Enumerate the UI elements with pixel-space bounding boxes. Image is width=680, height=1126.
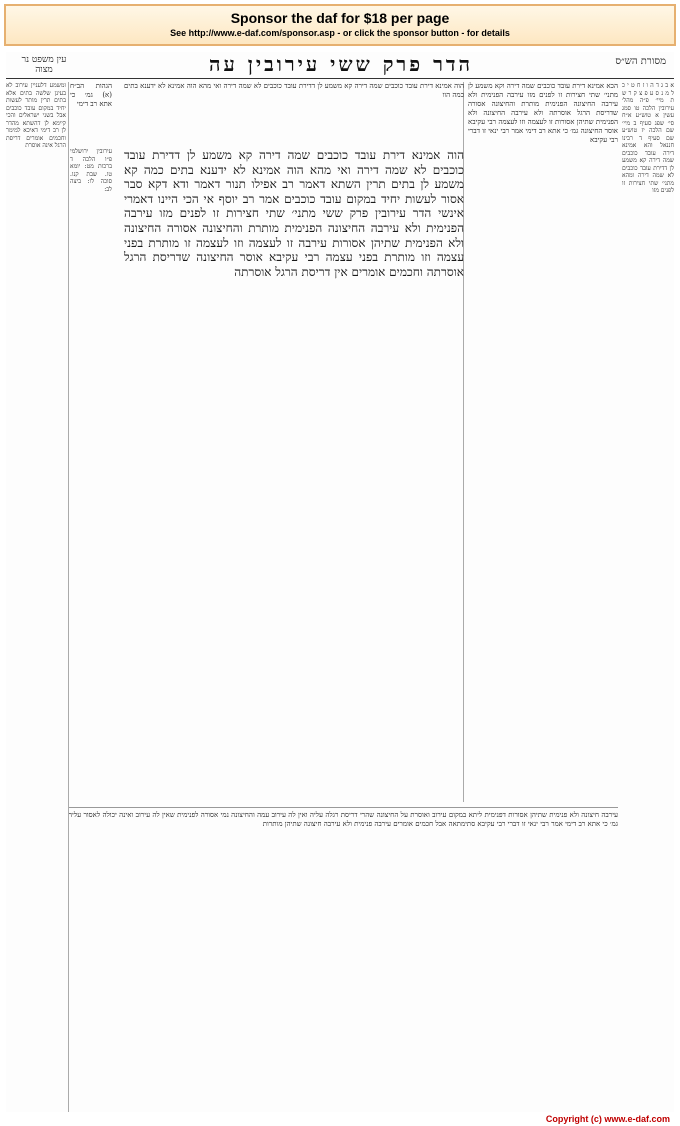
gemara-main-text: הוה אמינא דירת עובד כוכבים שמה דירה קא משמע לן דדירת עובד כוכבים לא שמה דירה ואי מהא הוה אמינא לא ידענא בתים כמה קא משמע לן בתים תרין השתא דאמר רב אפילו תנור דאמר ודא דקא סבר אסור לעשות יחיד במקום עובד כוכבים אמר רב יוסף אי הכי היינו דאמרי אינשי הדר עירובין פרק ששי מתני׳ שתי חצירות זו לפנים מזו עירבה הפנימית ולא עירבה החיצונה הפנימית מותרת והחיצונה אסורה החיצונה ולא הפנימית שתיהן אסורות עירבה זו לעצמה וזו לעצמה זו מותרת בפני עצמה וזו מותרת בפני עצמה רבי עקיבא אוסר החיצונה שדריסת הרגל אוסרתה וחכמים אומרים אין דריסת הרגל אוסרתה [124, 148, 464, 279]
header-masoret-label: מסורת הש״ס [615, 56, 666, 67]
rashi-column: הכא אמינא דירת עובד כוכבים שמה דירה וקא משמע לן מתני׳ שתי חצירות זו לפנים מזו עירבה הפנימית ולא עירבה החיצונה הפנימית מותרת והחיצונה אסורה שדריסת הרגל אוסרתה ולא עירבה החיצונה ולא הפנימית שתיהן אסורות זו לעצמה וזו לעצמה רבי עקיבא אוסר החיצונה גמ׳ כי אתא רב דימי אמר רבי ינאי זו דברי רבי עקיבא [463, 82, 618, 802]
page-title: הדר פרק ששי עירובין עה [208, 52, 474, 76]
tosafot-top-block: הוה אמינא דירת עובד כוכבים שמה דירה קא משמע לן דדירת עובד כוכבים לא שמה דירה ואי מהא הוה אמינא לא ידענא בתים כמה הוו [124, 82, 464, 99]
ein-mishpat-column: ומשמע דלעניין עירוב לא בעינן שלשה בתים אלא בתים תרין מותר לעשות יחיד במקום עובד כוכבים אבל בשני ישראלים והכי קיימא לן דהשתא מהדר לן רב דימי דאיכא למימר וחכמים אומרים דריסת הרגל אינה אוסרת [6, 82, 69, 1112]
sponsor-banner-subtitle: See http://www.e-daf.com/sponsor.asp - or click the sponsor button - for details [170, 28, 510, 38]
page-header [6, 52, 674, 79]
talmud-page [6, 52, 674, 1112]
sponsor-banner[interactable] [4, 4, 676, 46]
sponsor-banner-title[interactable]: Sponsor the daf for $18 per page [230, 10, 450, 26]
hagahot-notes: הגהות הב״ח (א) גמ׳ כי אתא רב דימי [70, 82, 112, 108]
masoret-column: א ב ג ד ה ו ז ח ט י כ ל מ נ ס ע פ צ ק ר ש ת מיי׳ פ״ה מהל׳ עירובין הלכה טו סמג עשין א טוש״ע א״ח סי׳ שפג סעיף ב מיי׳ שם הלכה יז טוש״ע שם סעיף ד רבינו חננאל והא אמינא דירה עובד כוכבים שמה דירה קא משמע לן דדירת עובד כוכבים לא שמה דירה ומהא מתני׳ שתי חצירות זו לפנים מזו [622, 82, 674, 194]
header-ein-mishpat-label: עין משפט נר מצוה [21, 55, 67, 75]
cross-reference-column: עירובין ירושלמי פ״ו הלכה ד ברכות מט: יומא טו. שבת קנו. סוכה לו: ביצה לב: [70, 148, 112, 193]
commentary-bottom-block: עירבה חיצונה ולא פנימית שתיהן אסורות דפנימית ליתא במקום עירוב ואוסרת על החיצונה שהרי דריסת רגלה עליה ואין לה עירוב עמה והחיצונה נמי אסורה לפנימית שאין לה עירוב ואינה יכולה לאסור עליה גמ׳ כי אתא רב דימי אמר רבי ינאי זו דברי רבי עקיבא סתימתאה אבל חכמים אומרים עירבה פנימית ולא עירבה חיצונה שתיהן מותרות [68, 807, 618, 1101]
copyright-notice: Copyright (c) www.e-daf.com [545, 1114, 670, 1124]
